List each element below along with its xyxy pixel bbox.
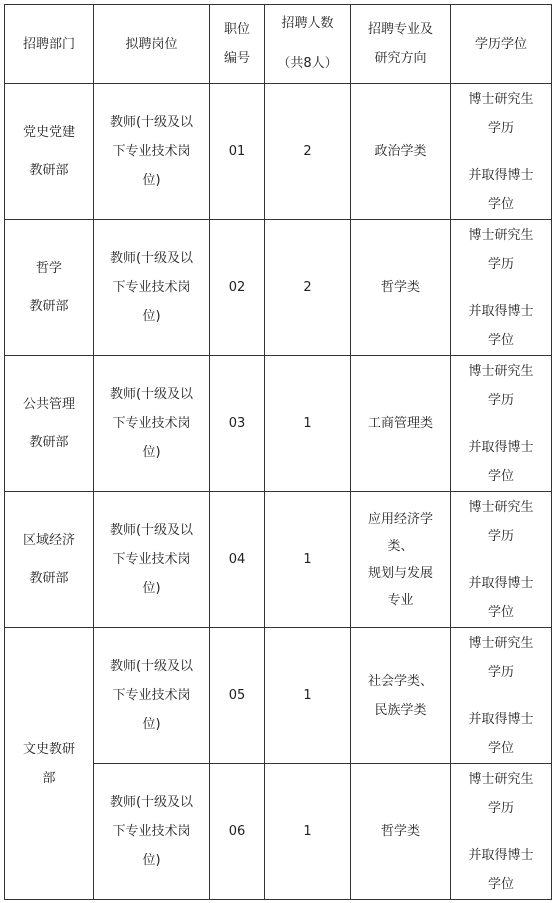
header-code: 职位 编号 bbox=[210, 5, 265, 84]
count-cell: 1 bbox=[265, 492, 351, 628]
count-cell: 1 bbox=[265, 628, 351, 764]
degree-education: 博士研究生 学历 bbox=[468, 635, 534, 680]
table-row bbox=[5, 356, 552, 492]
major-cell: 哲学类 bbox=[351, 764, 451, 900]
header-major: 招聘专业及 研究方向 bbox=[351, 5, 451, 84]
position-cell: 教师(十级及以 下专业技术岗 位) bbox=[94, 492, 210, 628]
header-row bbox=[5, 5, 552, 84]
header-department: 招聘部门 bbox=[5, 5, 94, 84]
department-cell: 哲学 教研部 bbox=[5, 220, 94, 356]
position-cell: 教师(十级及以 下专业技术岗 位) bbox=[94, 220, 210, 356]
code-cell: 03 bbox=[210, 356, 265, 492]
table-row bbox=[5, 84, 552, 220]
count-cell: 1 bbox=[265, 356, 351, 492]
header-position: 拟聘岗位 bbox=[94, 5, 210, 84]
position-cell: 教师(十级及以 下专业技术岗 位) bbox=[94, 356, 210, 492]
table-row bbox=[5, 628, 552, 764]
major-cell: 应用经济学 类、 规划与发展 专业 bbox=[351, 492, 451, 628]
position-cell: 教师(十级及以 下专业技术岗 位) bbox=[94, 764, 210, 900]
degree-education: 博士研究生 学历 bbox=[468, 91, 534, 136]
degree-title: 并取得博士 学位 bbox=[468, 167, 534, 212]
degree-cell bbox=[451, 220, 552, 356]
code-cell: 06 bbox=[210, 764, 265, 900]
degree-title: 并取得博士 学位 bbox=[468, 303, 534, 348]
header-count: 招聘人数 （共8人） bbox=[265, 5, 351, 84]
department-cell: 区域经济 教研部 bbox=[5, 492, 94, 628]
degree-cell bbox=[451, 764, 552, 900]
table-row bbox=[5, 220, 552, 356]
degree-cell bbox=[451, 356, 552, 492]
degree-education: 博士研究生 学历 bbox=[468, 227, 534, 272]
degree-title: 并取得博士 学位 bbox=[468, 711, 534, 756]
count-cell: 2 bbox=[265, 220, 351, 356]
count-cell: 1 bbox=[265, 764, 351, 900]
degree-education: 博士研究生 学历 bbox=[468, 499, 534, 544]
position-cell: 教师(十级及以 下专业技术岗 位) bbox=[94, 84, 210, 220]
degree-title: 并取得博士 学位 bbox=[468, 575, 534, 620]
degree-title: 并取得博士 学位 bbox=[468, 847, 534, 892]
code-cell: 04 bbox=[210, 492, 265, 628]
major-cell: 工商管理类 bbox=[351, 356, 451, 492]
major-cell: 哲学类 bbox=[351, 220, 451, 356]
table-row bbox=[5, 492, 552, 628]
major-cell: 政治学类 bbox=[351, 84, 451, 220]
degree-cell bbox=[451, 628, 552, 764]
degree-education: 博士研究生 学历 bbox=[468, 771, 534, 816]
code-cell: 02 bbox=[210, 220, 265, 356]
degree-title: 并取得博士 学位 bbox=[468, 439, 534, 484]
degree-cell bbox=[451, 84, 552, 220]
position-cell: 教师(十级及以 下专业技术岗 位) bbox=[94, 628, 210, 764]
degree-cell bbox=[451, 492, 552, 628]
department-cell: 党史党建 教研部 bbox=[5, 84, 94, 220]
major-cell: 社会学类、 民族学类 bbox=[351, 628, 451, 764]
department-cell: 公共管理 教研部 bbox=[5, 356, 94, 492]
department-cell: 文史教研 部 bbox=[5, 628, 94, 900]
degree-education: 博士研究生 学历 bbox=[468, 363, 534, 408]
count-cell: 2 bbox=[265, 84, 351, 220]
code-cell: 05 bbox=[210, 628, 265, 764]
code-cell: 01 bbox=[210, 84, 265, 220]
header-degree: 学历学位 bbox=[451, 5, 552, 84]
recruitment-table bbox=[4, 4, 552, 900]
